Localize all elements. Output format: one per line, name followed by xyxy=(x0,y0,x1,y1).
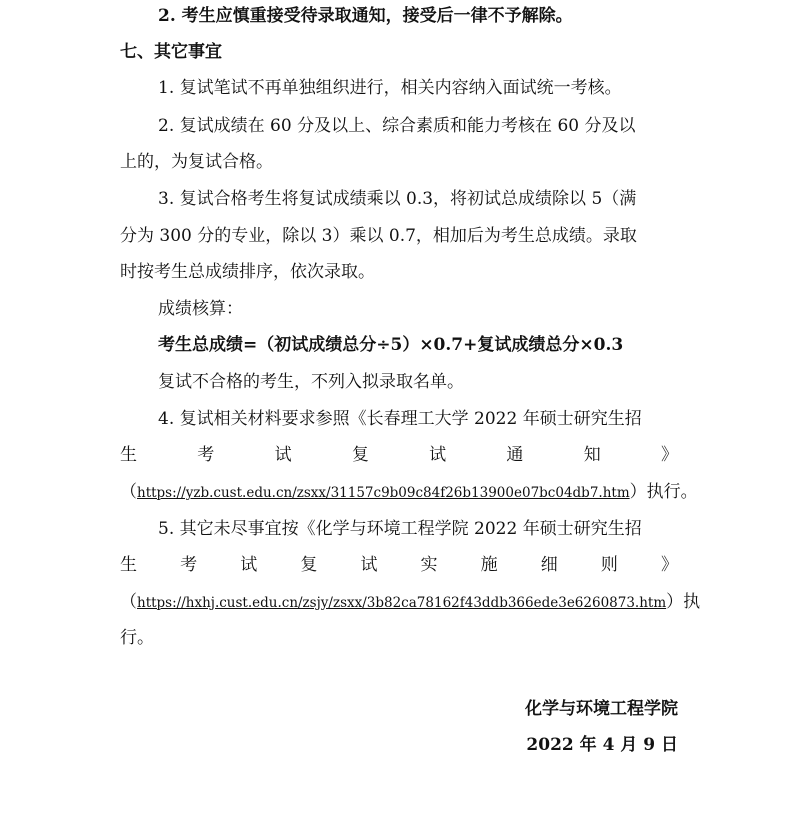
char: 施 xyxy=(480,555,498,575)
char: 实 xyxy=(420,555,438,575)
item-5-line-1: 5. 其它未尽事宜按《化学与环境工程学院 2022 年硕士研究生招 xyxy=(158,519,642,539)
item-1: 1. 复试笔试不再单独组织进行，相关内容纳入面试统一考核。 xyxy=(158,78,622,98)
item-4-line-1: 4. 复试相关材料要求参照《长春理工大学 2022 年硕士研究生招 xyxy=(158,409,642,429)
char: 考 xyxy=(197,445,215,465)
char: 试 xyxy=(360,555,378,575)
close-text: ）执行。 xyxy=(629,482,698,502)
item-2-line-2: 上的，为复试合格。 xyxy=(120,152,273,172)
signature-college: 化学与环境工程学院 xyxy=(525,699,678,719)
accept-notice-line: 2. 考生应慎重接受待录取通知，接受后一律不予解除。 xyxy=(158,6,573,26)
char: 生 xyxy=(120,445,137,465)
char: 试 xyxy=(274,445,292,465)
char: 知 xyxy=(583,445,601,465)
item-3-line-2: 分为 300 分的专业，除以 3）乘以 0.7，相加后为考生总成绩。录取 xyxy=(120,226,637,246)
item-2-line-1: 2. 复试成绩在 60 分及以上、综合素质和能力考核在 60 分及以 xyxy=(158,116,636,136)
item-4-line-3 xyxy=(120,480,698,505)
item-5-line-4: 行。 xyxy=(120,628,154,648)
item-4-line-2 xyxy=(120,443,678,467)
score-calc-label: 成绩核算： xyxy=(158,299,243,319)
score-formula: 考生总成绩=（初试成绩总分÷5）×0.7+复试成绩总分×0.3 xyxy=(158,335,624,355)
notice-link[interactable]: https://yzb.cust.edu.cn/zsxx/31157c9b09c84f26b13900e07bc04db7.htm xyxy=(137,485,630,501)
item-5-line-3 xyxy=(120,590,701,615)
item-3-line-1: 3. 复试合格考生将复试成绩乘以 0.3，将初试总成绩除以 5（满 xyxy=(158,189,637,209)
item-5-line-2 xyxy=(120,553,678,577)
close-text: ）执 xyxy=(666,592,701,612)
item-3-line-3: 时按考生总成绩排序，依次录取。 xyxy=(120,262,375,282)
char: 》 xyxy=(660,445,678,465)
char: 细 xyxy=(540,555,558,575)
char: 复 xyxy=(300,555,318,575)
section-heading-other-matters: 七、其它事宜 xyxy=(120,42,222,62)
rules-link[interactable]: https://hxhj.cust.edu.cn/zsjy/zsxx/3b82ca78162f43ddb366ede3e6260873.htm xyxy=(137,595,667,611)
char: 则 xyxy=(600,555,618,575)
open-paren: （ xyxy=(120,592,137,612)
open-paren: （ xyxy=(120,482,137,502)
char: 通 xyxy=(506,445,524,465)
fail-note: 复试不合格的考生，不列入拟录取名单。 xyxy=(158,372,464,392)
char: 试 xyxy=(429,445,447,465)
char: 》 xyxy=(660,555,678,575)
char: 考 xyxy=(180,555,198,575)
char: 试 xyxy=(240,555,258,575)
signature-date: 2022 年 4 月 9 日 xyxy=(526,735,678,755)
char: 生 xyxy=(120,555,137,575)
char: 复 xyxy=(351,445,369,465)
